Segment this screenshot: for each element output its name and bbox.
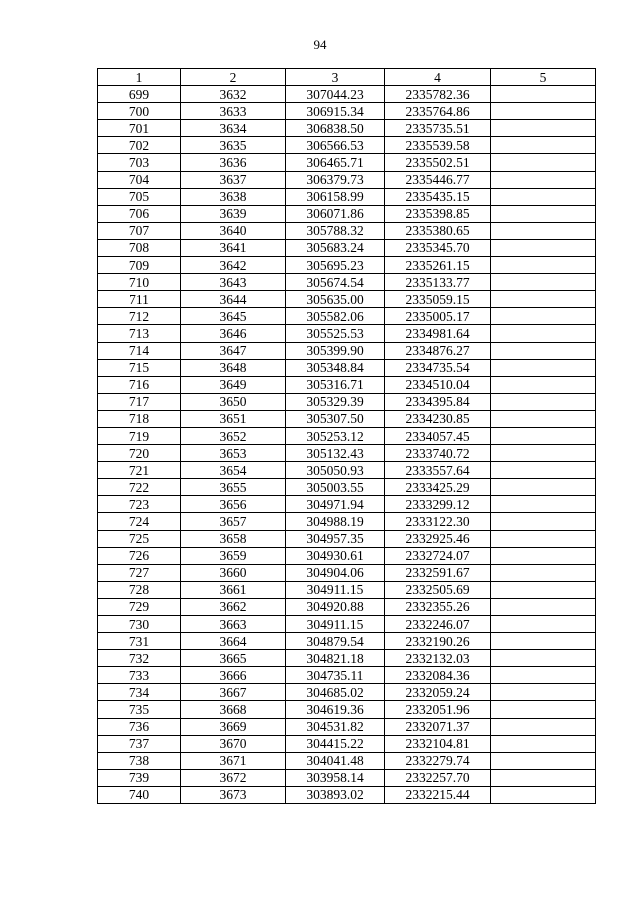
table-cell: 2335502.51 xyxy=(385,154,491,171)
table-cell xyxy=(491,188,596,205)
table-cell: 304988.19 xyxy=(286,513,385,530)
table-row xyxy=(98,103,596,120)
table-row xyxy=(98,274,596,291)
table-cell: 739 xyxy=(98,769,181,786)
table-cell: 304041.48 xyxy=(286,752,385,769)
table-header-row xyxy=(98,69,596,86)
table-cell: 2332104.81 xyxy=(385,735,491,752)
table-cell: 2332591.67 xyxy=(385,564,491,581)
table-cell: 2334981.64 xyxy=(385,325,491,342)
table-cell: 726 xyxy=(98,547,181,564)
table-cell xyxy=(491,342,596,359)
table-cell xyxy=(491,581,596,598)
table-cell xyxy=(491,86,596,103)
table-cell: 305003.55 xyxy=(286,479,385,496)
table-cell: 737 xyxy=(98,735,181,752)
table-cell: 734 xyxy=(98,684,181,701)
table-cell: 304735.11 xyxy=(286,667,385,684)
table-cell: 703 xyxy=(98,154,181,171)
table-cell: 2332059.24 xyxy=(385,684,491,701)
table-row xyxy=(98,325,596,342)
table-cell xyxy=(491,769,596,786)
table-cell: 306379.73 xyxy=(286,171,385,188)
table-cell: 701 xyxy=(98,120,181,137)
table-cell: 304415.22 xyxy=(286,735,385,752)
table-cell: 3636 xyxy=(181,154,286,171)
table-cell xyxy=(491,547,596,564)
table-cell: 2335261.15 xyxy=(385,257,491,274)
table-cell: 2332246.07 xyxy=(385,616,491,633)
table-row xyxy=(98,86,596,103)
table-cell: 305253.12 xyxy=(286,427,385,444)
table-cell xyxy=(491,154,596,171)
table-cell: 3671 xyxy=(181,752,286,769)
table-cell: 305525.53 xyxy=(286,325,385,342)
table-row xyxy=(98,786,596,803)
table-cell xyxy=(491,735,596,752)
table-cell: 3669 xyxy=(181,718,286,735)
table-cell: 2335398.85 xyxy=(385,205,491,222)
column-header: 4 xyxy=(385,69,491,86)
table-cell: 304930.61 xyxy=(286,547,385,564)
table-cell xyxy=(491,393,596,410)
table-cell: 3664 xyxy=(181,633,286,650)
table-row xyxy=(98,684,596,701)
table-cell: 728 xyxy=(98,581,181,598)
table-cell: 2335446.77 xyxy=(385,171,491,188)
table-row xyxy=(98,667,596,684)
table-row xyxy=(98,513,596,530)
table-cell: 305582.06 xyxy=(286,308,385,325)
table-row xyxy=(98,633,596,650)
table-cell: 712 xyxy=(98,308,181,325)
table-row xyxy=(98,120,596,137)
table-cell: 723 xyxy=(98,496,181,513)
table-cell: 2335345.70 xyxy=(385,239,491,256)
table-cell: 700 xyxy=(98,103,181,120)
table-cell: 304920.88 xyxy=(286,598,385,615)
table-cell: 3653 xyxy=(181,445,286,462)
table-cell xyxy=(491,222,596,239)
table-cell: 305348.84 xyxy=(286,359,385,376)
table-cell: 3645 xyxy=(181,308,286,325)
table-cell: 305132.43 xyxy=(286,445,385,462)
table-cell: 718 xyxy=(98,410,181,427)
table-cell: 3634 xyxy=(181,120,286,137)
table-cell: 304531.82 xyxy=(286,718,385,735)
table-cell: 3633 xyxy=(181,103,286,120)
table-row xyxy=(98,154,596,171)
table-cell: 724 xyxy=(98,513,181,530)
table-row xyxy=(98,427,596,444)
table-cell: 307044.23 xyxy=(286,86,385,103)
table-row xyxy=(98,239,596,256)
table-cell xyxy=(491,530,596,547)
table-cell xyxy=(491,325,596,342)
table-cell: 3667 xyxy=(181,684,286,701)
table-cell: 3646 xyxy=(181,325,286,342)
table-cell: 305635.00 xyxy=(286,291,385,308)
table-cell: 2335764.86 xyxy=(385,103,491,120)
table-cell: 2332724.07 xyxy=(385,547,491,564)
table-cell: 713 xyxy=(98,325,181,342)
table-cell: 710 xyxy=(98,274,181,291)
table-cell: 304971.94 xyxy=(286,496,385,513)
table-cell: 2334735.54 xyxy=(385,359,491,376)
table-cell: 2332051.96 xyxy=(385,701,491,718)
table-row xyxy=(98,479,596,496)
table-cell xyxy=(491,786,596,803)
table-cell: 2333740.72 xyxy=(385,445,491,462)
table-cell xyxy=(491,239,596,256)
table-cell: 3643 xyxy=(181,274,286,291)
table-cell: 2334057.45 xyxy=(385,427,491,444)
table-cell xyxy=(491,513,596,530)
table-cell xyxy=(491,667,596,684)
table-cell xyxy=(491,462,596,479)
table-row xyxy=(98,359,596,376)
table-cell: 699 xyxy=(98,86,181,103)
table-cell: 2332084.36 xyxy=(385,667,491,684)
table-cell: 3641 xyxy=(181,239,286,256)
table-cell: 2332505.69 xyxy=(385,581,491,598)
table-cell: 705 xyxy=(98,188,181,205)
table-row xyxy=(98,410,596,427)
table-cell: 3640 xyxy=(181,222,286,239)
table-cell: 729 xyxy=(98,598,181,615)
table-row xyxy=(98,547,596,564)
table-row xyxy=(98,581,596,598)
table-cell: 303893.02 xyxy=(286,786,385,803)
table-cell: 733 xyxy=(98,667,181,684)
table-cell: 304685.02 xyxy=(286,684,385,701)
table-cell: 2334230.85 xyxy=(385,410,491,427)
table-cell: 3644 xyxy=(181,291,286,308)
table-cell xyxy=(491,137,596,154)
table-row xyxy=(98,616,596,633)
table-cell: 3668 xyxy=(181,701,286,718)
table-cell: 2335435.15 xyxy=(385,188,491,205)
table-cell xyxy=(491,205,596,222)
table-row xyxy=(98,718,596,735)
table-cell: 303958.14 xyxy=(286,769,385,786)
table-cell: 2332279.74 xyxy=(385,752,491,769)
table-cell: 716 xyxy=(98,376,181,393)
table-cell: 3635 xyxy=(181,137,286,154)
table-cell: 3647 xyxy=(181,342,286,359)
table-cell: 736 xyxy=(98,718,181,735)
table-cell xyxy=(491,718,596,735)
table-row xyxy=(98,393,596,410)
table-cell: 2335380.65 xyxy=(385,222,491,239)
table-cell: 722 xyxy=(98,479,181,496)
table-cell: 305683.24 xyxy=(286,239,385,256)
table-cell: 306158.99 xyxy=(286,188,385,205)
table-cell: 3665 xyxy=(181,650,286,667)
column-header: 3 xyxy=(286,69,385,86)
table-row xyxy=(98,701,596,718)
table-cell: 306071.86 xyxy=(286,205,385,222)
table-cell xyxy=(491,650,596,667)
table-row xyxy=(98,445,596,462)
table-cell: 3638 xyxy=(181,188,286,205)
table-cell: 2332190.26 xyxy=(385,633,491,650)
table-cell xyxy=(491,616,596,633)
table-cell: 2332215.44 xyxy=(385,786,491,803)
table-cell xyxy=(491,633,596,650)
table-cell: 704 xyxy=(98,171,181,188)
table-row xyxy=(98,564,596,581)
table-cell: 2332355.26 xyxy=(385,598,491,615)
table-cell xyxy=(491,564,596,581)
table-cell: 2335782.36 xyxy=(385,86,491,103)
table-cell: 304904.06 xyxy=(286,564,385,581)
table-cell: 3666 xyxy=(181,667,286,684)
table-cell: 3663 xyxy=(181,616,286,633)
table-cell: 306915.34 xyxy=(286,103,385,120)
table-cell xyxy=(491,376,596,393)
table-cell: 2332257.70 xyxy=(385,769,491,786)
table-cell: 711 xyxy=(98,291,181,308)
table-cell xyxy=(491,496,596,513)
table-cell: 3661 xyxy=(181,581,286,598)
table-cell xyxy=(491,445,596,462)
table-cell: 2335059.15 xyxy=(385,291,491,308)
table-cell: 725 xyxy=(98,530,181,547)
table-row xyxy=(98,257,596,274)
column-header: 1 xyxy=(98,69,181,86)
table-cell: 304911.15 xyxy=(286,616,385,633)
table-cell: 738 xyxy=(98,752,181,769)
table-cell: 2333299.12 xyxy=(385,496,491,513)
table-cell xyxy=(491,291,596,308)
table-cell: 305695.23 xyxy=(286,257,385,274)
table-cell: 306465.71 xyxy=(286,154,385,171)
table-cell xyxy=(491,171,596,188)
table-row xyxy=(98,650,596,667)
table-row xyxy=(98,171,596,188)
table-cell: 3670 xyxy=(181,735,286,752)
table-body xyxy=(98,86,596,804)
table-cell: 305050.93 xyxy=(286,462,385,479)
table-cell: 306838.50 xyxy=(286,120,385,137)
table-cell: 304821.18 xyxy=(286,650,385,667)
table-cell: 3650 xyxy=(181,393,286,410)
table-row xyxy=(98,291,596,308)
table-cell: 3660 xyxy=(181,564,286,581)
table-cell: 3654 xyxy=(181,462,286,479)
table-cell: 305674.54 xyxy=(286,274,385,291)
table-cell: 721 xyxy=(98,462,181,479)
table-cell: 708 xyxy=(98,239,181,256)
table-cell: 306566.53 xyxy=(286,137,385,154)
table-cell: 3658 xyxy=(181,530,286,547)
table-cell: 2334395.84 xyxy=(385,393,491,410)
table-cell: 3642 xyxy=(181,257,286,274)
table-cell xyxy=(491,274,596,291)
table-row xyxy=(98,205,596,222)
table-cell: 2334510.04 xyxy=(385,376,491,393)
table-cell: 304957.35 xyxy=(286,530,385,547)
table-cell xyxy=(491,120,596,137)
table-cell: 3659 xyxy=(181,547,286,564)
table-cell: 3672 xyxy=(181,769,286,786)
column-header: 2 xyxy=(181,69,286,86)
table-cell: 2334876.27 xyxy=(385,342,491,359)
table-cell xyxy=(491,427,596,444)
table-cell: 3637 xyxy=(181,171,286,188)
table-cell: 304619.36 xyxy=(286,701,385,718)
table-cell: 735 xyxy=(98,701,181,718)
table-row xyxy=(98,752,596,769)
table-cell xyxy=(491,308,596,325)
table-cell: 714 xyxy=(98,342,181,359)
table-row xyxy=(98,308,596,325)
table-cell: 2332132.03 xyxy=(385,650,491,667)
table-cell xyxy=(491,103,596,120)
table-cell: 2335539.58 xyxy=(385,137,491,154)
table-cell: 727 xyxy=(98,564,181,581)
column-header: 5 xyxy=(491,69,596,86)
coordinates-table xyxy=(97,68,596,804)
table-cell: 304911.15 xyxy=(286,581,385,598)
table-cell: 2333425.29 xyxy=(385,479,491,496)
table-row xyxy=(98,342,596,359)
table-cell: 3639 xyxy=(181,205,286,222)
table-cell: 740 xyxy=(98,786,181,803)
table-cell: 3662 xyxy=(181,598,286,615)
table-cell: 3652 xyxy=(181,427,286,444)
table-cell xyxy=(491,359,596,376)
table-cell xyxy=(491,257,596,274)
table-cell: 3656 xyxy=(181,496,286,513)
table-row xyxy=(98,376,596,393)
table-cell: 702 xyxy=(98,137,181,154)
table-cell: 3655 xyxy=(181,479,286,496)
table-row xyxy=(98,735,596,752)
table-cell: 706 xyxy=(98,205,181,222)
table-cell: 3632 xyxy=(181,86,286,103)
table-row xyxy=(98,598,596,615)
table-row xyxy=(98,769,596,786)
table-cell xyxy=(491,410,596,427)
table-cell: 2333122.30 xyxy=(385,513,491,530)
table-cell: 709 xyxy=(98,257,181,274)
table-cell: 731 xyxy=(98,633,181,650)
table-cell: 3673 xyxy=(181,786,286,803)
table-row xyxy=(98,137,596,154)
table-cell xyxy=(491,701,596,718)
table-cell: 305329.39 xyxy=(286,393,385,410)
table-row xyxy=(98,462,596,479)
table-cell: 3651 xyxy=(181,410,286,427)
table-row xyxy=(98,188,596,205)
table-cell: 2332925.46 xyxy=(385,530,491,547)
table-cell: 715 xyxy=(98,359,181,376)
table-cell: 732 xyxy=(98,650,181,667)
table-cell xyxy=(491,479,596,496)
table-cell: 305788.32 xyxy=(286,222,385,239)
table-cell: 3648 xyxy=(181,359,286,376)
table-cell: 3649 xyxy=(181,376,286,393)
table-cell: 707 xyxy=(98,222,181,239)
table-cell: 3657 xyxy=(181,513,286,530)
table-cell: 2335735.51 xyxy=(385,120,491,137)
table-cell: 2333557.64 xyxy=(385,462,491,479)
table-cell: 720 xyxy=(98,445,181,462)
table-row xyxy=(98,496,596,513)
table-cell xyxy=(491,684,596,701)
table-cell: 2335005.17 xyxy=(385,308,491,325)
table-cell: 730 xyxy=(98,616,181,633)
table-cell: 305307.50 xyxy=(286,410,385,427)
table-cell: 717 xyxy=(98,393,181,410)
table-cell: 2332071.37 xyxy=(385,718,491,735)
table-cell: 304879.54 xyxy=(286,633,385,650)
table-row xyxy=(98,530,596,547)
page-number: 94 xyxy=(313,37,327,52)
table-cell xyxy=(491,598,596,615)
table-row xyxy=(98,222,596,239)
table-cell: 305316.71 xyxy=(286,376,385,393)
table-cell: 719 xyxy=(98,427,181,444)
table-cell: 305399.90 xyxy=(286,342,385,359)
table-cell: 2335133.77 xyxy=(385,274,491,291)
table-cell xyxy=(491,752,596,769)
